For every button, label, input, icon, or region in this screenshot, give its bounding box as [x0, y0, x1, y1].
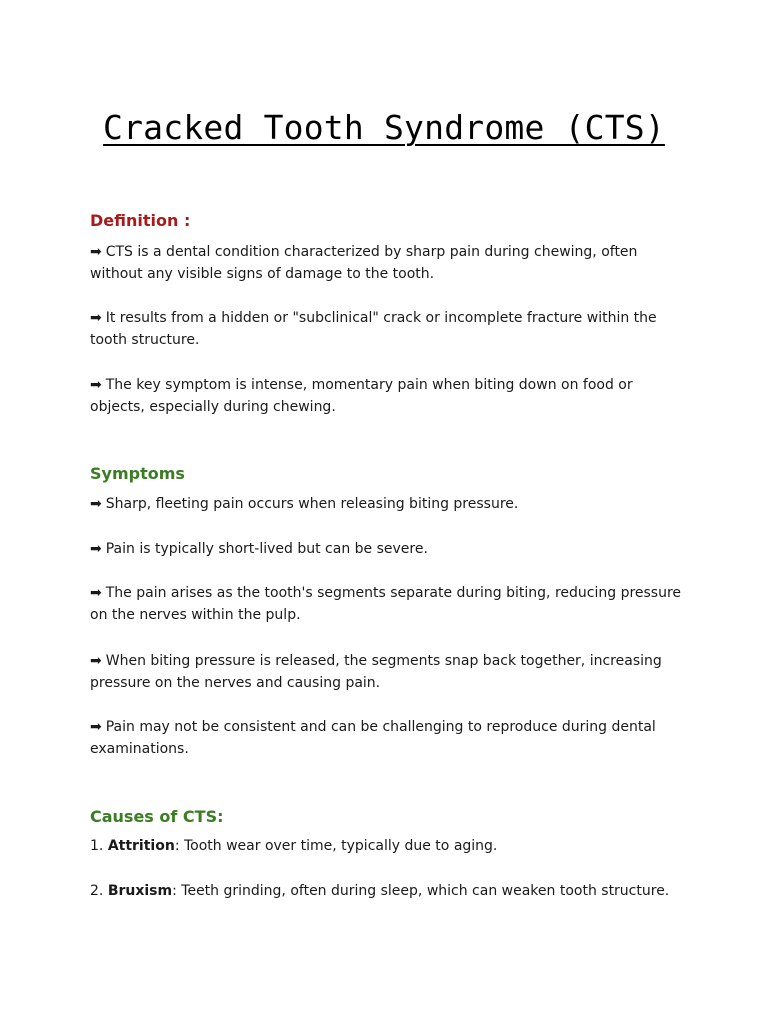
symptom-item: ➡ Sharp, fleeting pain occurs when releasing biting pressure. — [90, 493, 690, 515]
arrow-right-icon: ➡ — [90, 244, 102, 260]
page-title: Cracked Tooth Syndrome (CTS) — [103, 108, 665, 147]
arrow-right-icon: ➡ — [90, 377, 102, 393]
cause-item: 1. Attrition: Tooth wear over time, typically due to aging. — [90, 838, 498, 854]
symptom-item: ➡ The pain arises as the tooth's segments separate during biting, reducing pressure on the nerves within the pulp. — [90, 582, 690, 626]
cause-term: Bruxism — [107, 883, 173, 899]
definition-heading: Definition : — [90, 211, 191, 230]
arrow-right-icon: ➡ — [90, 496, 102, 512]
symptom-item: ➡ Pain may not be consistent and can be challenging to reproduce during dental examinations. — [90, 716, 690, 760]
arrow-right-icon: ➡ — [90, 310, 102, 326]
definition-item: ➡ The key symptom is intense, momentary pain when biting down on food or objects, especially during chewing. — [90, 374, 690, 418]
symptoms-heading: Symptoms — [90, 464, 185, 483]
arrow-right-icon: ➡ — [90, 719, 102, 735]
arrow-right-icon: ➡ — [90, 541, 102, 557]
arrow-right-icon: ➡ — [90, 585, 102, 601]
arrow-right-icon: ➡ — [90, 653, 102, 669]
causes-heading: Causes of CTS: — [90, 807, 224, 826]
cause-item: 2. Bruxism: Teeth grinding, often during sleep, which can weaken tooth structure. — [90, 883, 670, 899]
symptom-item: ➡ Pain is typically short-lived but can be severe. — [90, 538, 690, 560]
definition-item: ➡ CTS is a dental condition characterized by sharp pain during chewing, often without any visible signs of damage to the tooth. — [90, 241, 690, 285]
definition-item: ➡ It results from a hidden or "subclinical" crack or incomplete fracture within the tooth structure. — [90, 307, 690, 351]
symptom-item: ➡ When biting pressure is released, the segments snap back together, increasing pressure on the nerves and causing pain. — [90, 650, 690, 694]
cause-term: Attrition — [107, 838, 175, 854]
